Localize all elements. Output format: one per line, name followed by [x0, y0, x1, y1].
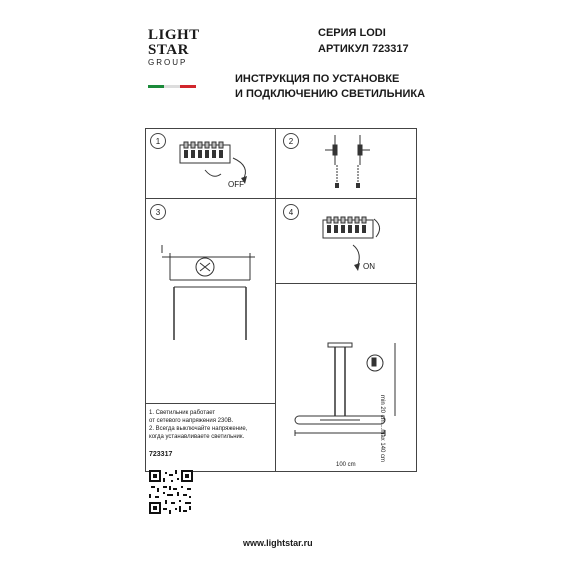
step-3-number: 3 [150, 204, 166, 220]
off-label: OFF [228, 180, 244, 189]
instruction-title-line-2: И ПОДКЛЮЧЕНИЮ СВЕТИЛЬНИКА [235, 88, 426, 100]
breaker-off-illustration [175, 140, 265, 190]
note-line: 1. Светильник работает [149, 410, 216, 416]
note-line: когда устанавливаете светильник. [149, 434, 245, 440]
logo-line-2: STAR [148, 42, 189, 58]
on-label: ON [363, 262, 375, 271]
step-2-number: 2 [283, 133, 299, 149]
step-1-number: 1 [150, 133, 166, 149]
mounting-illustration [160, 245, 260, 345]
note-line: от сетевого напряжения 230В. [149, 418, 234, 424]
series-label: СЕРИЯ LODI [318, 27, 386, 39]
website-link[interactable]: www.lightstar.ru [243, 538, 313, 548]
safety-notes [149, 409, 247, 441]
product-code: 723317 [149, 451, 173, 458]
wires-illustration [325, 135, 375, 195]
instruction-title-line-1: ИНСТРУКЦИЯ ПО УСТАНОВКЕ [235, 73, 400, 85]
height-dimension: min 20 cm....max 140 cm [379, 395, 385, 463]
step-4-number: 4 [283, 204, 299, 220]
width-dimension: 100 cm [336, 462, 356, 468]
logo-line-3: GROUP [148, 58, 188, 67]
article-label: АРТИКУЛ 723317 [318, 43, 409, 55]
qr-code-icon [149, 470, 193, 514]
note-line: 2. Всегда выключайте напряжение, [149, 426, 248, 432]
logo-line-1: LIGHT [148, 27, 200, 43]
